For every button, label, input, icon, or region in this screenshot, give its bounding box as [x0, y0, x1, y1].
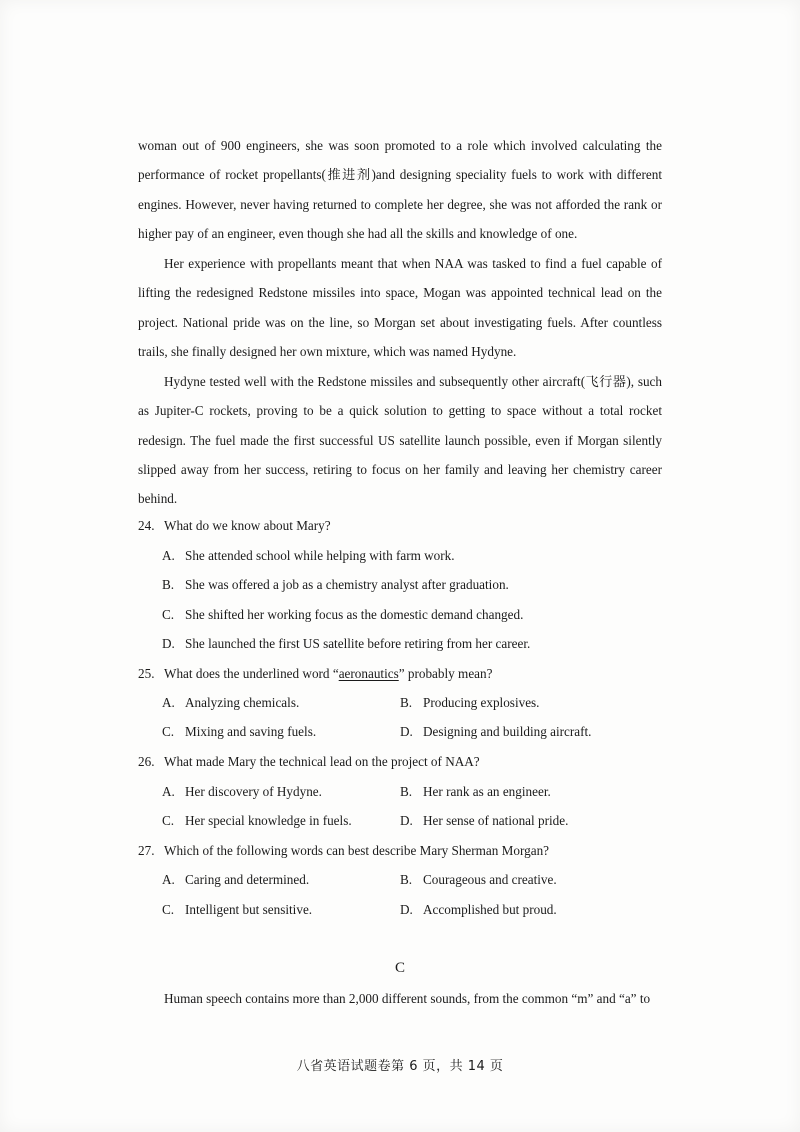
passage-paragraph-2 — [138, 249, 662, 366]
option-text: She shifted her working focus as the domestic demand changed. — [185, 607, 524, 622]
option-letter: C. — [162, 607, 175, 622]
question-25 — [138, 664, 492, 684]
underlined-word: aeronautics — [338, 666, 399, 681]
question-26-option-a[interactable] — [162, 782, 322, 802]
question-24-option-a[interactable] — [162, 546, 455, 566]
option-text: Designing and building aircraft. — [423, 724, 592, 739]
passage-paragraph-3 — [138, 367, 662, 513]
option-letter: D. — [400, 902, 413, 917]
question-27-option-d[interactable] — [400, 900, 557, 920]
question-27 — [138, 841, 549, 861]
question-25-option-a[interactable] — [162, 693, 299, 713]
section-c-paragraph: Human speech contains more than 2,000 different sounds, from the common “m” and “a” to — [164, 991, 651, 1006]
question-26-option-b[interactable] — [400, 782, 551, 802]
option-text: Intelligent but sensitive. — [185, 902, 313, 917]
option-text: She was offered a job as a chemistry analyst after graduation. — [185, 577, 509, 592]
question-stem-after: ” probably mean? — [398, 666, 493, 681]
option-text: Accomplished but proud. — [423, 902, 557, 917]
passage-paragraph-1-text: woman out of 900 engineers, she was soon promoted to a role which involved calculating the performance of rocket propellants(推进剂)and designing speciality fuels to work with different engines. However, never having returned to complete her degree, she was not afforded the rank or higher pay of an engineer, even though she had all the skills and knowledge of one. — [138, 138, 662, 241]
question-27-option-b[interactable] — [400, 870, 557, 890]
question-25-option-b[interactable] — [400, 693, 539, 713]
option-letter: A. — [162, 548, 175, 563]
option-letter: D. — [400, 813, 413, 828]
option-text: She attended school while helping with farm work. — [185, 548, 455, 563]
option-letter: D. — [400, 724, 413, 739]
section-heading: C — [394, 960, 405, 976]
question-24-option-b[interactable] — [162, 575, 509, 595]
question-26-option-d[interactable] — [400, 811, 568, 831]
option-text: Courageous and creative. — [423, 872, 557, 887]
passage-paragraph-2-text: Her experience with propellants meant that when NAA was tasked to find a fuel capable of lifting the redesigned Redstone missiles into space, Mogan was appointed technical lead on the project. National pride was on the line, so Morgan set about investigating fuels. After countless trails, she finally designed her own mixture, which was named Hydyne. — [138, 256, 662, 359]
question-26 — [138, 752, 480, 772]
option-letter: C. — [162, 813, 175, 828]
option-letter: A. — [162, 695, 175, 710]
question-stem: What do we know about Mary? — [164, 518, 331, 533]
question-25-option-c[interactable] — [162, 722, 316, 742]
question-26-option-c[interactable] — [162, 811, 352, 831]
question-stem: Which of the following words can best describe Mary Sherman Morgan? — [164, 843, 550, 858]
option-letter: C. — [162, 724, 175, 739]
question-25-option-d[interactable] — [400, 722, 591, 742]
option-text: Her rank as an engineer. — [423, 784, 551, 799]
question-number: 26. — [138, 754, 155, 769]
question-number: 24. — [138, 518, 155, 533]
option-letter: A. — [162, 872, 175, 887]
option-letter: B. — [400, 695, 413, 710]
question-27-option-a[interactable] — [162, 870, 309, 890]
option-text: Her discovery of Hydyne. — [185, 784, 322, 799]
option-text: She launched the first US satellite before retiring from her career. — [185, 636, 531, 651]
option-text: Her special knowledge in fuels. — [185, 813, 352, 828]
page-footer: 八省英语试题卷第 6 页，共 14 页 — [296, 1059, 504, 1074]
passage-paragraph-1 — [138, 131, 662, 248]
question-number: 25. — [138, 666, 155, 681]
option-text: Caring and determined. — [185, 872, 310, 887]
passage-paragraph-3-text: Hydyne tested well with the Redstone missiles and subsequently other aircraft(飞行器), such as Jupiter-C rockets, proving to be a quick solution to getting to space without a total rocket redesign. The fuel made the first successful US satellite launch possible, even if Morgan silently slipped away from her success, retiring to focus on her family and leaving her chemistry career behind. — [138, 374, 662, 507]
question-24-option-d[interactable] — [162, 634, 530, 654]
option-letter: B. — [162, 577, 175, 592]
question-24-option-c[interactable] — [162, 605, 523, 625]
option-text: Her sense of national pride. — [423, 813, 569, 828]
option-text: Analyzing chemicals. — [185, 695, 300, 710]
option-letter: A. — [162, 784, 175, 799]
option-text: Producing explosives. — [423, 695, 540, 710]
question-27-option-c[interactable] — [162, 900, 312, 920]
option-letter: B. — [400, 872, 413, 887]
question-stem-before: What does the underlined word “ — [164, 666, 339, 681]
option-letter: B. — [400, 784, 413, 799]
question-24 — [138, 516, 331, 536]
option-text: Mixing and saving fuels. — [185, 724, 317, 739]
option-letter: D. — [162, 636, 175, 651]
question-number: 27. — [138, 843, 155, 858]
option-letter: C. — [162, 902, 175, 917]
question-stem: What made Mary the technical lead on the project of NAA? — [164, 754, 480, 769]
